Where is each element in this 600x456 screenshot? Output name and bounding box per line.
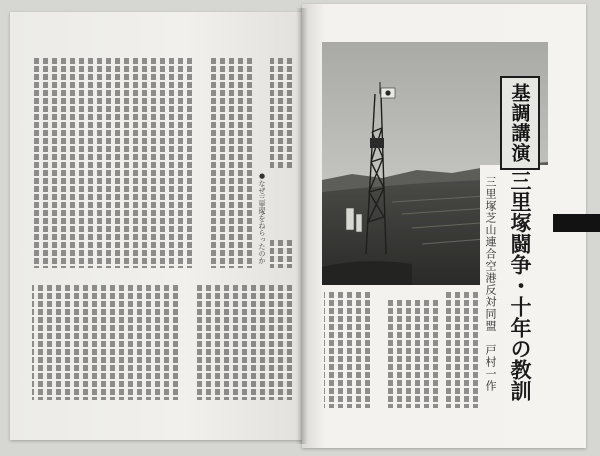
book-spine-shadow [296,8,308,444]
left-text-block [32,58,192,268]
article-title: 三里塚闘争・十年の教訓 [508,170,533,401]
tower-platform [370,138,384,148]
keynote-heading: 基調講演 [508,83,531,163]
right-text-block [324,292,370,408]
left-text-block [210,58,252,268]
flag-emblem [385,90,390,95]
left-text-block [270,58,292,168]
left-text-block [194,285,292,400]
left-text-block [270,240,292,268]
bookmark-strip [553,214,600,232]
foreground-grass [322,261,412,285]
section-heading: ●なぜ三里塚をねらったのか [258,172,266,264]
left-text-block [32,285,178,400]
right-text-block [386,300,438,408]
article-author-line: 三里塚芝山連合空港反対同盟 戸村一作 [484,176,497,392]
keynote-heading-box [500,76,540,170]
right-text-block [442,292,478,408]
